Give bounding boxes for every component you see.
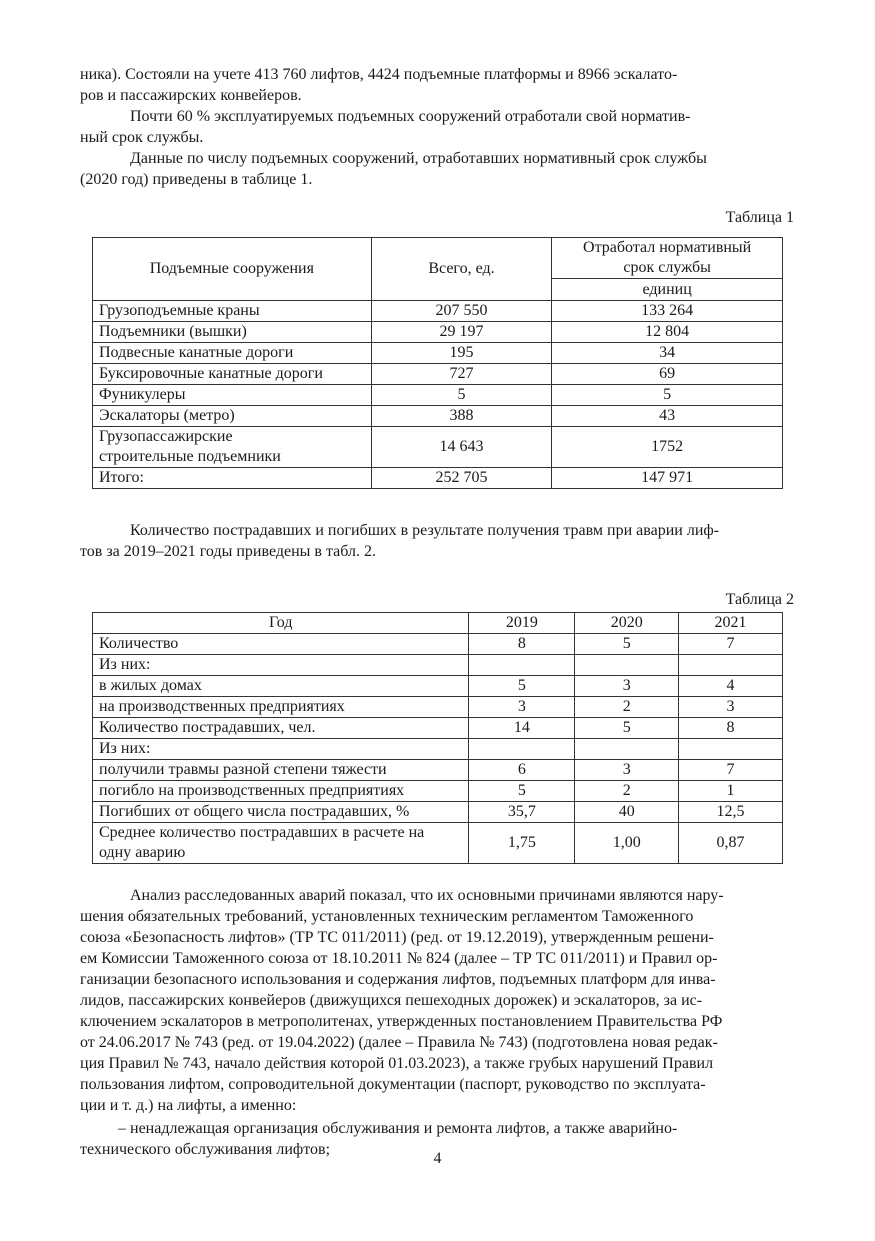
text-line: ника). Состояли на учете 413 760 лифтов, 4424 подъемные платформы и 8966 эскалато-	[80, 66, 678, 83]
row-expired: 12 804	[552, 322, 783, 343]
row-value: 2	[575, 697, 679, 718]
row-total: 727	[371, 364, 552, 385]
row-value	[679, 655, 783, 676]
row-label: Погибших от общего числа пострадавших, %	[93, 802, 469, 823]
table-row	[93, 823, 783, 864]
row-label: в жилых домах	[93, 676, 469, 697]
row-label: на производственных предприятиях	[93, 697, 469, 718]
table2-header-row	[93, 613, 783, 634]
row-label: Количество	[93, 634, 469, 655]
row-value: 3	[679, 697, 783, 718]
text-line: лидов, пассажирских конвейеров (движущихся пешеходных дорожек) и эскалаторов, за ис-	[80, 992, 703, 1009]
row-value: 1,75	[469, 823, 575, 864]
row-value	[469, 739, 575, 760]
row-expired: 69	[552, 364, 783, 385]
row-value: 5	[469, 781, 575, 802]
table-row	[93, 655, 783, 676]
row-value: 6	[469, 760, 575, 781]
row-value: 5	[469, 676, 575, 697]
intro-section	[80, 64, 794, 190]
text-line: шения обязательных требований, установленных техническим регламентом Таможенного	[80, 908, 694, 925]
analysis-section	[80, 885, 794, 1160]
table1-header-col1: Подъемные сооружения	[93, 238, 372, 301]
table2-header-2019: 2019	[469, 613, 575, 634]
row-total: 207 550	[371, 301, 552, 322]
row-name-line: строительные подъемники	[99, 448, 281, 465]
text-line: ганизации безопасного использования и содержания лифтов, подъемных платформ для инва-	[80, 971, 716, 988]
table-row	[93, 739, 783, 760]
row-value	[575, 655, 679, 676]
row-value: 0,87	[679, 823, 783, 864]
row-name-line: Грузопассажирские	[99, 428, 233, 445]
table-row	[93, 406, 783, 427]
row-value: 1	[679, 781, 783, 802]
table1-header-col3	[552, 238, 783, 279]
table-total-row	[93, 468, 783, 489]
row-total: 14 643	[371, 427, 552, 468]
row-label: погибло на производственных предприятиях	[93, 781, 469, 802]
row-name: Буксировочные канатные дороги	[93, 364, 372, 385]
text-line: от 24.06.2017 № 743 (ред. от 19.04.2022) (далее – Правила № 743) (подготовлена новая редак-	[80, 1034, 718, 1051]
text-line: Анализ расследованных аварий показал, что их основными причинами являются нару-	[130, 887, 724, 904]
row-total: 29 197	[371, 322, 552, 343]
intro-paragraph-2	[80, 106, 794, 148]
row-expired: 34	[552, 343, 783, 364]
page-number: 4	[433, 1150, 442, 1167]
row-label: Из них:	[93, 739, 469, 760]
row-name	[93, 427, 372, 468]
text-line: технического обслуживания лифтов;	[80, 1141, 331, 1158]
row-name: Эскалаторы (метро)	[93, 406, 372, 427]
row-value: 12,5	[679, 802, 783, 823]
row-label: Из них:	[93, 655, 469, 676]
text-line: тов за 2019–2021 годы приведены в табл. 2.	[80, 543, 376, 560]
document-page	[80, 64, 794, 1160]
row-value: 5	[575, 718, 679, 739]
row-value	[575, 739, 679, 760]
analysis-paragraph	[80, 885, 794, 1116]
table-row	[93, 343, 783, 364]
intro-paragraph-3	[80, 148, 794, 190]
row-name: Итого:	[93, 468, 372, 489]
table-row	[93, 634, 783, 655]
table2-header-2020: 2020	[575, 613, 679, 634]
row-value: 1,00	[575, 823, 679, 864]
row-value: 40	[575, 802, 679, 823]
table-row	[93, 802, 783, 823]
row-value: 35,7	[469, 802, 575, 823]
header-text: Отработал нормативный	[583, 239, 752, 256]
table-2	[92, 612, 783, 864]
table-row	[93, 301, 783, 322]
text-line: Почти 60 % эксплуатируемых подъемных сооружений отработали свой норматив-	[130, 108, 691, 125]
row-value: 3	[575, 760, 679, 781]
table1-header-col2: Всего, ед.	[371, 238, 552, 301]
row-expired: 147 971	[552, 468, 783, 489]
row-label: Количество пострадавших, чел.	[93, 718, 469, 739]
row-label	[93, 823, 469, 864]
table2-header-year: Год	[93, 613, 469, 634]
row-value: 3	[469, 697, 575, 718]
text-line: пользования лифтом, сопроводительной документации (паспорт, руководство по эксплуата-	[80, 1076, 706, 1093]
table-row	[93, 718, 783, 739]
table-row	[93, 760, 783, 781]
row-label-line: одну аварию	[99, 844, 186, 861]
text-line: – ненадлежащая организация обслуживания и ремонта лифтов, а также аварийно-	[118, 1120, 678, 1137]
text-line: ции и т. д.) на лифты, а именно:	[80, 1097, 297, 1114]
row-expired: 133 264	[552, 301, 783, 322]
row-expired: 5	[552, 385, 783, 406]
table1-header-row	[93, 238, 783, 279]
row-label-line: Среднее количество пострадавших в расчете на	[99, 824, 425, 841]
table-row	[93, 385, 783, 406]
text-line: ров и пассажирских конвейеров.	[80, 87, 302, 104]
row-value: 8	[469, 634, 575, 655]
row-value	[679, 739, 783, 760]
row-name: Грузоподъемные краны	[93, 301, 372, 322]
row-value: 14	[469, 718, 575, 739]
row-total: 388	[371, 406, 552, 427]
row-value: 8	[679, 718, 783, 739]
table2-caption: Таблица 2	[725, 591, 794, 608]
row-label: получили травмы разной степени тяжести	[93, 760, 469, 781]
table-row	[93, 697, 783, 718]
row-total: 5	[371, 385, 552, 406]
table-row	[93, 781, 783, 802]
table1-header-col3-unit: единиц	[552, 279, 783, 301]
row-value: 5	[575, 634, 679, 655]
table2-header-2021: 2021	[679, 613, 783, 634]
table-row	[93, 676, 783, 697]
row-value: 4	[679, 676, 783, 697]
row-total: 195	[371, 343, 552, 364]
text-line: ный срок службы.	[80, 129, 204, 146]
table-1	[92, 237, 783, 489]
row-value: 7	[679, 634, 783, 655]
header-text: срок службы	[623, 259, 711, 276]
row-name: Подъемники (вышки)	[93, 322, 372, 343]
text-line: ция Правил № 743, начало действия которой 01.03.2023), а также грубых нарушений Правил	[80, 1055, 714, 1072]
row-value: 7	[679, 760, 783, 781]
row-name: Фуникулеры	[93, 385, 372, 406]
row-value: 2	[575, 781, 679, 802]
text-line: ем Комиссии Таможенного союза от 18.10.2011 № 824 (далее – ТР ТС 011/2011) и Правил ор-	[80, 950, 718, 967]
text-line: Данные по числу подъемных сооружений, отработавших нормативный срок службы	[130, 150, 707, 167]
table1-caption: Таблица 1	[725, 209, 794, 226]
text-line: ключением эскалаторов в метрополитенах, утвержденных постановлением Правительства РФ	[80, 1013, 723, 1030]
row-value	[469, 655, 575, 676]
table-row	[93, 364, 783, 385]
text-line: Количество пострадавших и погибших в результате получения травм при аварии лиф-	[130, 522, 720, 539]
table-row	[93, 322, 783, 343]
row-total: 252 705	[371, 468, 552, 489]
row-name: Подвесные канатные дороги	[93, 343, 372, 364]
intro-paragraph-1	[80, 64, 794, 106]
row-expired: 1752	[552, 427, 783, 468]
middle-paragraph	[80, 520, 794, 562]
row-expired: 43	[552, 406, 783, 427]
table-row	[93, 427, 783, 468]
text-line: (2020 год) приведены в таблице 1.	[80, 171, 313, 188]
text-line: союза «Безопасность лифтов» (ТР ТС 011/2011) (ред. от 19.12.2019), утвержденным решени-	[80, 929, 714, 946]
row-value: 3	[575, 676, 679, 697]
